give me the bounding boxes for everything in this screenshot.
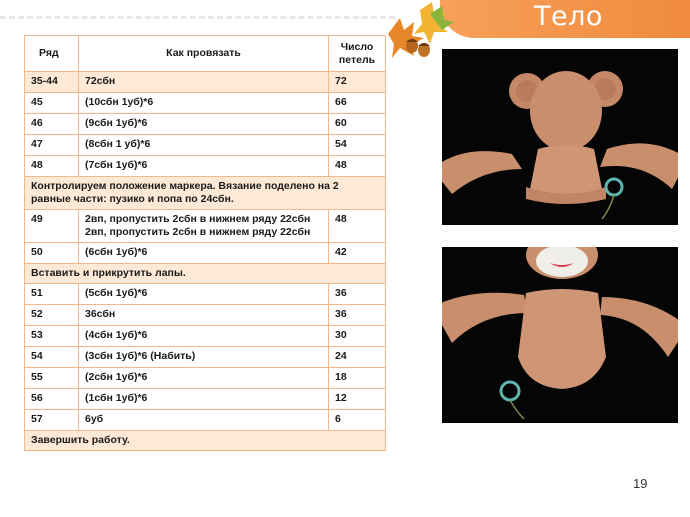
table-row [25,326,386,347]
row-stitch-count: 36 [329,284,386,305]
note-text: Контролируем положение маркера. Вязание поделено на 2 равные части: пузико и попа по 24сбн. [25,177,386,210]
row-instruction: (9сбн 1уб)*6 [79,114,329,135]
row-number: 52 [25,305,79,326]
row-instruction: (7сбн 1уб)*6 [79,156,329,177]
table-row [25,410,386,431]
row-number: 45 [25,93,79,114]
row-number: 53 [25,326,79,347]
monkey-photo-image [442,49,678,225]
table-row [25,347,386,368]
table-row [25,243,386,264]
row-instruction: (8сбн 1 уб)*6 [79,135,329,156]
row-stitch-count: 36 [329,305,386,326]
row-number: 51 [25,284,79,305]
row-stitch-count: 48 [329,210,386,243]
row-stitch-count: 48 [329,156,386,177]
pattern-table [24,35,386,451]
row-instruction: (2сбн 1уб)*6 [79,368,329,389]
table-note-row [25,177,386,210]
row-stitch-count: 60 [329,114,386,135]
row-stitch-count: 54 [329,135,386,156]
column-header-row: Ряд [25,36,79,72]
row-number: 47 [25,135,79,156]
table-header-row [25,36,386,72]
page-number: 19 [633,476,648,491]
row-number: 35-44 [25,72,79,93]
row-number: 48 [25,156,79,177]
row-instruction: 6уб [79,410,329,431]
row-number: 46 [25,114,79,135]
row-number: 50 [25,243,79,264]
row-instruction: 72сбн [79,72,329,93]
table-row [25,156,386,177]
row-stitch-count: 42 [329,243,386,264]
row-instruction: (1сбн 1уб)*6 [79,389,329,410]
note-text: Вставить и прикрутить лапы. [25,264,386,284]
table-row [25,93,386,114]
table-row [25,135,386,156]
row-number: 49 [25,210,79,243]
table-note-row [25,264,386,284]
row-instruction: (6сбн 1уб)*6 [79,243,329,264]
table-row [25,72,386,93]
note-text: Завершить работу. [25,431,386,451]
table-row [25,305,386,326]
table-row [25,284,386,305]
row-number: 54 [25,347,79,368]
row-stitch-count: 24 [329,347,386,368]
row-instruction: 36сбн [79,305,329,326]
photo-monkey-body-front [442,247,678,423]
column-header-count: Число петель [329,36,386,72]
table-row [25,368,386,389]
row-instruction: (3сбн 1уб)*6 (Набить) [79,347,329,368]
dashed-divider [0,16,395,19]
table-row [25,114,386,135]
photo-monkey-body-top [442,49,678,225]
row-stitch-count: 30 [329,326,386,347]
row-stitch-count: 12 [329,389,386,410]
row-stitch-count: 18 [329,368,386,389]
row-stitch-count: 72 [329,72,386,93]
column-header-how: Как провязать [79,36,329,72]
monkey-photo-image [442,247,678,423]
row-number: 55 [25,368,79,389]
page-title: Тело [534,1,603,32]
row-stitch-count: 6 [329,410,386,431]
row-instruction: (10сбн 1уб)*6 [79,93,329,114]
row-instruction: 2вп, пропустить 2сбн в нижнем ряду 22сбн 2вп, пропустить 2сбн в нижнем ряду 22сбн [79,210,329,243]
table-note-row [25,431,386,451]
row-number: 57 [25,410,79,431]
row-instruction: (4сбн 1уб)*6 [79,326,329,347]
table-row [25,210,386,243]
row-number: 56 [25,389,79,410]
table-row [25,389,386,410]
row-stitch-count: 66 [329,93,386,114]
row-instruction: (5сбн 1уб)*6 [79,284,329,305]
